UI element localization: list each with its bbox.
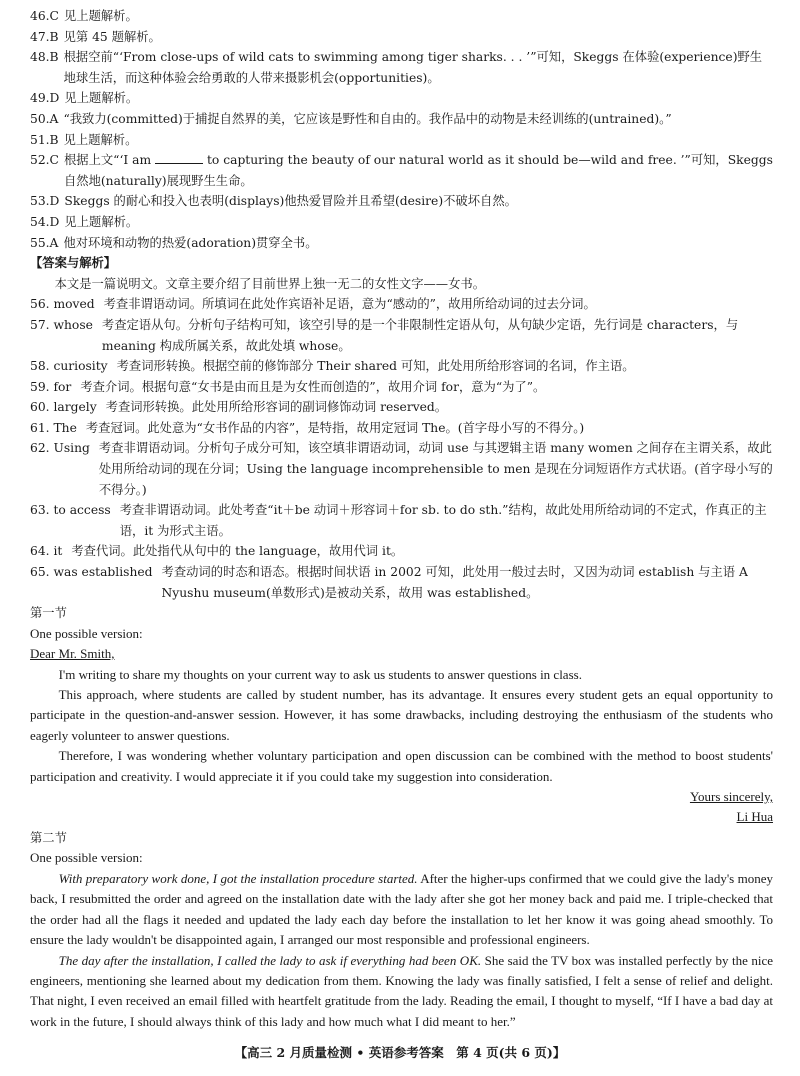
letter-paragraph: I'm writing to share my thoughts on your current way to ask us students to answer questions in class.: [58, 666, 582, 682]
answer-item: [30, 315, 773, 356]
blank-line: [155, 151, 203, 164]
section-header: 【答案与解析】: [30, 255, 117, 271]
answer-number: 64. it: [30, 544, 63, 559]
story-lead-sentence: With preparatory work done, I got the installation procedure started.: [58, 870, 418, 886]
answer-text: 考查定语从句。分析句子结构可知，该空引导的是一个非限制性定语从句，从句缺少定语，先行词是 characters，与meaning 构成所属关系，故此处填 whose。: [101, 317, 739, 353]
answer-item: [30, 130, 773, 151]
answer-text: 考查非谓语动词。此处考查“it＋be 动词＋形容词＋for sb. to do sth.”结构，故此处用所给动词的不定式，作真正的主语，it 为形式主语。: [119, 503, 767, 538]
answer-text: 见上题解析。: [64, 214, 139, 229]
answer-item: [30, 397, 773, 418]
answer-text: 见第 45 题解析。: [63, 29, 161, 44]
answer-text: 他对环境和动物的热爱(adoration)贯穿全书。: [63, 235, 318, 250]
answer-number: 46.C: [30, 9, 59, 23]
answer-item: [30, 27, 773, 48]
answer-item: [30, 356, 773, 377]
answer-number: 61. The: [30, 420, 77, 435]
answer-number: 48.B: [30, 50, 59, 65]
answer-number: 54.D: [30, 214, 60, 229]
answers-block-a: [30, 6, 773, 253]
answer-item: [30, 500, 773, 541]
answer-text: [59, 150, 773, 191]
answer-text: 考查介词。根据句意“女书是由而且是为女性而创造的”，故用介词 for，意为“为了”。: [80, 379, 546, 394]
answer-text-after-blank: to capturing the beauty of our natural world as it should be—wild and free. ’”可知，Skeggs 自然地(naturally)展现野生生命。: [63, 153, 773, 188]
answer-item: [30, 541, 773, 562]
answer-number: 52.C: [30, 153, 59, 168]
answer-item: [30, 150, 773, 191]
letter-paragraph: This approach, where students are called by student number, has its advantage. It ensures every student gets an equal opportunity to participate in the question-and-answer session. However, it has some drawbacks, including destroying the enthusiasm of the students who eagerly volunteer to answer questions.: [30, 687, 773, 743]
answer-item: [30, 212, 773, 233]
answer-text: 考查词形转换。此处用所给形容词的副词修饰动词 reserved。: [105, 400, 448, 415]
answer-item: [30, 294, 773, 315]
answer-number: 51.B: [30, 132, 59, 147]
answer-number: 57. whose: [30, 317, 93, 332]
page-footer: 【高三 2 月质量检测 • 英语参考答案 第 4 页(共 6 页)】: [234, 1045, 566, 1060]
answer-item: [30, 109, 773, 130]
letter-signature: Li Hua: [736, 809, 773, 825]
answer-number: 47.B: [30, 29, 59, 44]
answer-text: 考查非谓语动词。所填词在此处作宾语补足语，意为“感动的”，故用所给动词的过去分词。: [103, 297, 596, 312]
version-label: One possible version:: [30, 850, 143, 866]
answer-number: 50.A: [30, 111, 59, 126]
answer-item: [30, 88, 773, 109]
answer-text: “我致力(committed)于捕捉自然界的美，它应该是野性和自由的。我作品中的动物是未经训练的(untrained)。”: [63, 111, 672, 126]
answer-item: [30, 233, 773, 254]
answer-number: 49.D: [30, 91, 60, 106]
answer-text: 见上题解析。: [64, 91, 139, 106]
letter-salutation: Dear Mr. Smith,: [30, 646, 115, 662]
version-label: One possible version:: [30, 625, 143, 641]
story-body: After the higher-ups confirmed that we could give the lady's money back, I resubmitted the order and agreed on the installation date with the lady after she got her money back and paid me. I triple-checked that the order had all the flags it needed and updated the lady each day before the installation to let her know it was going ahead smoothly. To ensure the lady wouldn't be disappointed again, I arranged our most responsible and professional engineers.: [30, 870, 773, 948]
story-paragraph: [30, 869, 773, 951]
story-paragraph: [30, 951, 773, 1033]
story-lead-sentence: The day after the installation, I called the lady to ask if everything had been OK.: [58, 952, 482, 968]
answer-text: 考查非谓语动词。分析句子成分可知，该空填非谓语动词，动词 use 与其逻辑主语 many women 之间存在主谓关系，故此处用所给动词的现在分词；Using the language incomprehensible to men 是现在分词短语作方式状语。(首字母小写的不得分。): [98, 441, 773, 497]
answer-item: [30, 438, 773, 500]
answer-text: 根据空前“‘From close-ups of wild cats to swimming among tiger sharks. . . ’”可知，Skeggs 在体验(experience)野生地球生活，而这种体验会给勇敢的人带来摄影机会(opportunities)。: [63, 50, 763, 85]
section-title: 第一节: [30, 606, 67, 621]
answer-text: 考查动词的时态和语态。根据时间状语 in 2002 可知，此处用一般过去时，又因为动词 establish 与主语 A Nyushu museum(单数形式)是被动关系，故用 was established。: [161, 565, 748, 600]
story-body: She said the TV box was installed perfectly by the nice engineers, mentioning she learned about my dedication from them. Knowing the lady was finally satisfied, I felt a sense of relief and delight. That night, I even received an email filled with heartfelt gratitude from the lady. Reading the email, I thought to myself, “If I have a bad day at work in the future, I should always think of this lady and how much what I did meant to her.”: [30, 952, 774, 1029]
answers-block-b: [30, 294, 773, 603]
answer-number: 65. was established: [30, 565, 153, 580]
answer-text: 见上题解析。: [63, 9, 138, 23]
passage-intro: 本文是一篇说明文。文章主要介绍了目前世界上独一无二的女性文字——女书。: [54, 276, 485, 291]
answer-item: [30, 562, 773, 603]
answer-number: 59. for: [30, 379, 72, 394]
story: [30, 848, 773, 1032]
answer-item: [30, 191, 773, 212]
answer-item: [30, 47, 773, 88]
letter: [30, 624, 773, 828]
answer-item: [30, 6, 773, 27]
letter-closing: Yours sincerely,: [689, 789, 773, 805]
section-title: 第二节: [30, 830, 67, 845]
answer-number: 58. curiosity: [30, 359, 108, 374]
answer-text: 见上题解析。: [63, 132, 138, 147]
answer-number: 55.A: [30, 235, 59, 250]
answer-text: 考查冠词。此处意为“女书作品的内容”，是特指，故用定冠词 The。(首字母小写的不得分。): [85, 420, 585, 435]
answer-number: 53.D: [30, 194, 60, 209]
letter-paragraph: Therefore, I was wondering whether voluntary participation and open discussion can be combined with the method to boost students' participation and creativity. I would appreciate it if you could take my suggestion into consideration.: [30, 748, 773, 784]
answer-number: 63. to access: [30, 503, 111, 518]
answer-text-before-blank: 根据上文“‘I am: [63, 153, 152, 168]
answer-text: 考查词形转换。根据空前的修饰部分 Their shared 可知，此处用所给形容词的名词，作主语。: [116, 359, 635, 374]
answer-item: [30, 418, 773, 439]
answer-item: [30, 377, 773, 398]
answer-number: 56. moved: [30, 297, 95, 312]
answer-number: 62. Using: [30, 441, 90, 456]
answer-number: 60. largely: [30, 400, 97, 415]
answer-text: Skeggs 的耐心和投入也表明(displays)他热爱冒险并且希望(desire)不破坏自然。: [64, 194, 517, 209]
answer-text: 考查代词。此处指代从句中的 the language，故用代词 it。: [71, 544, 404, 559]
